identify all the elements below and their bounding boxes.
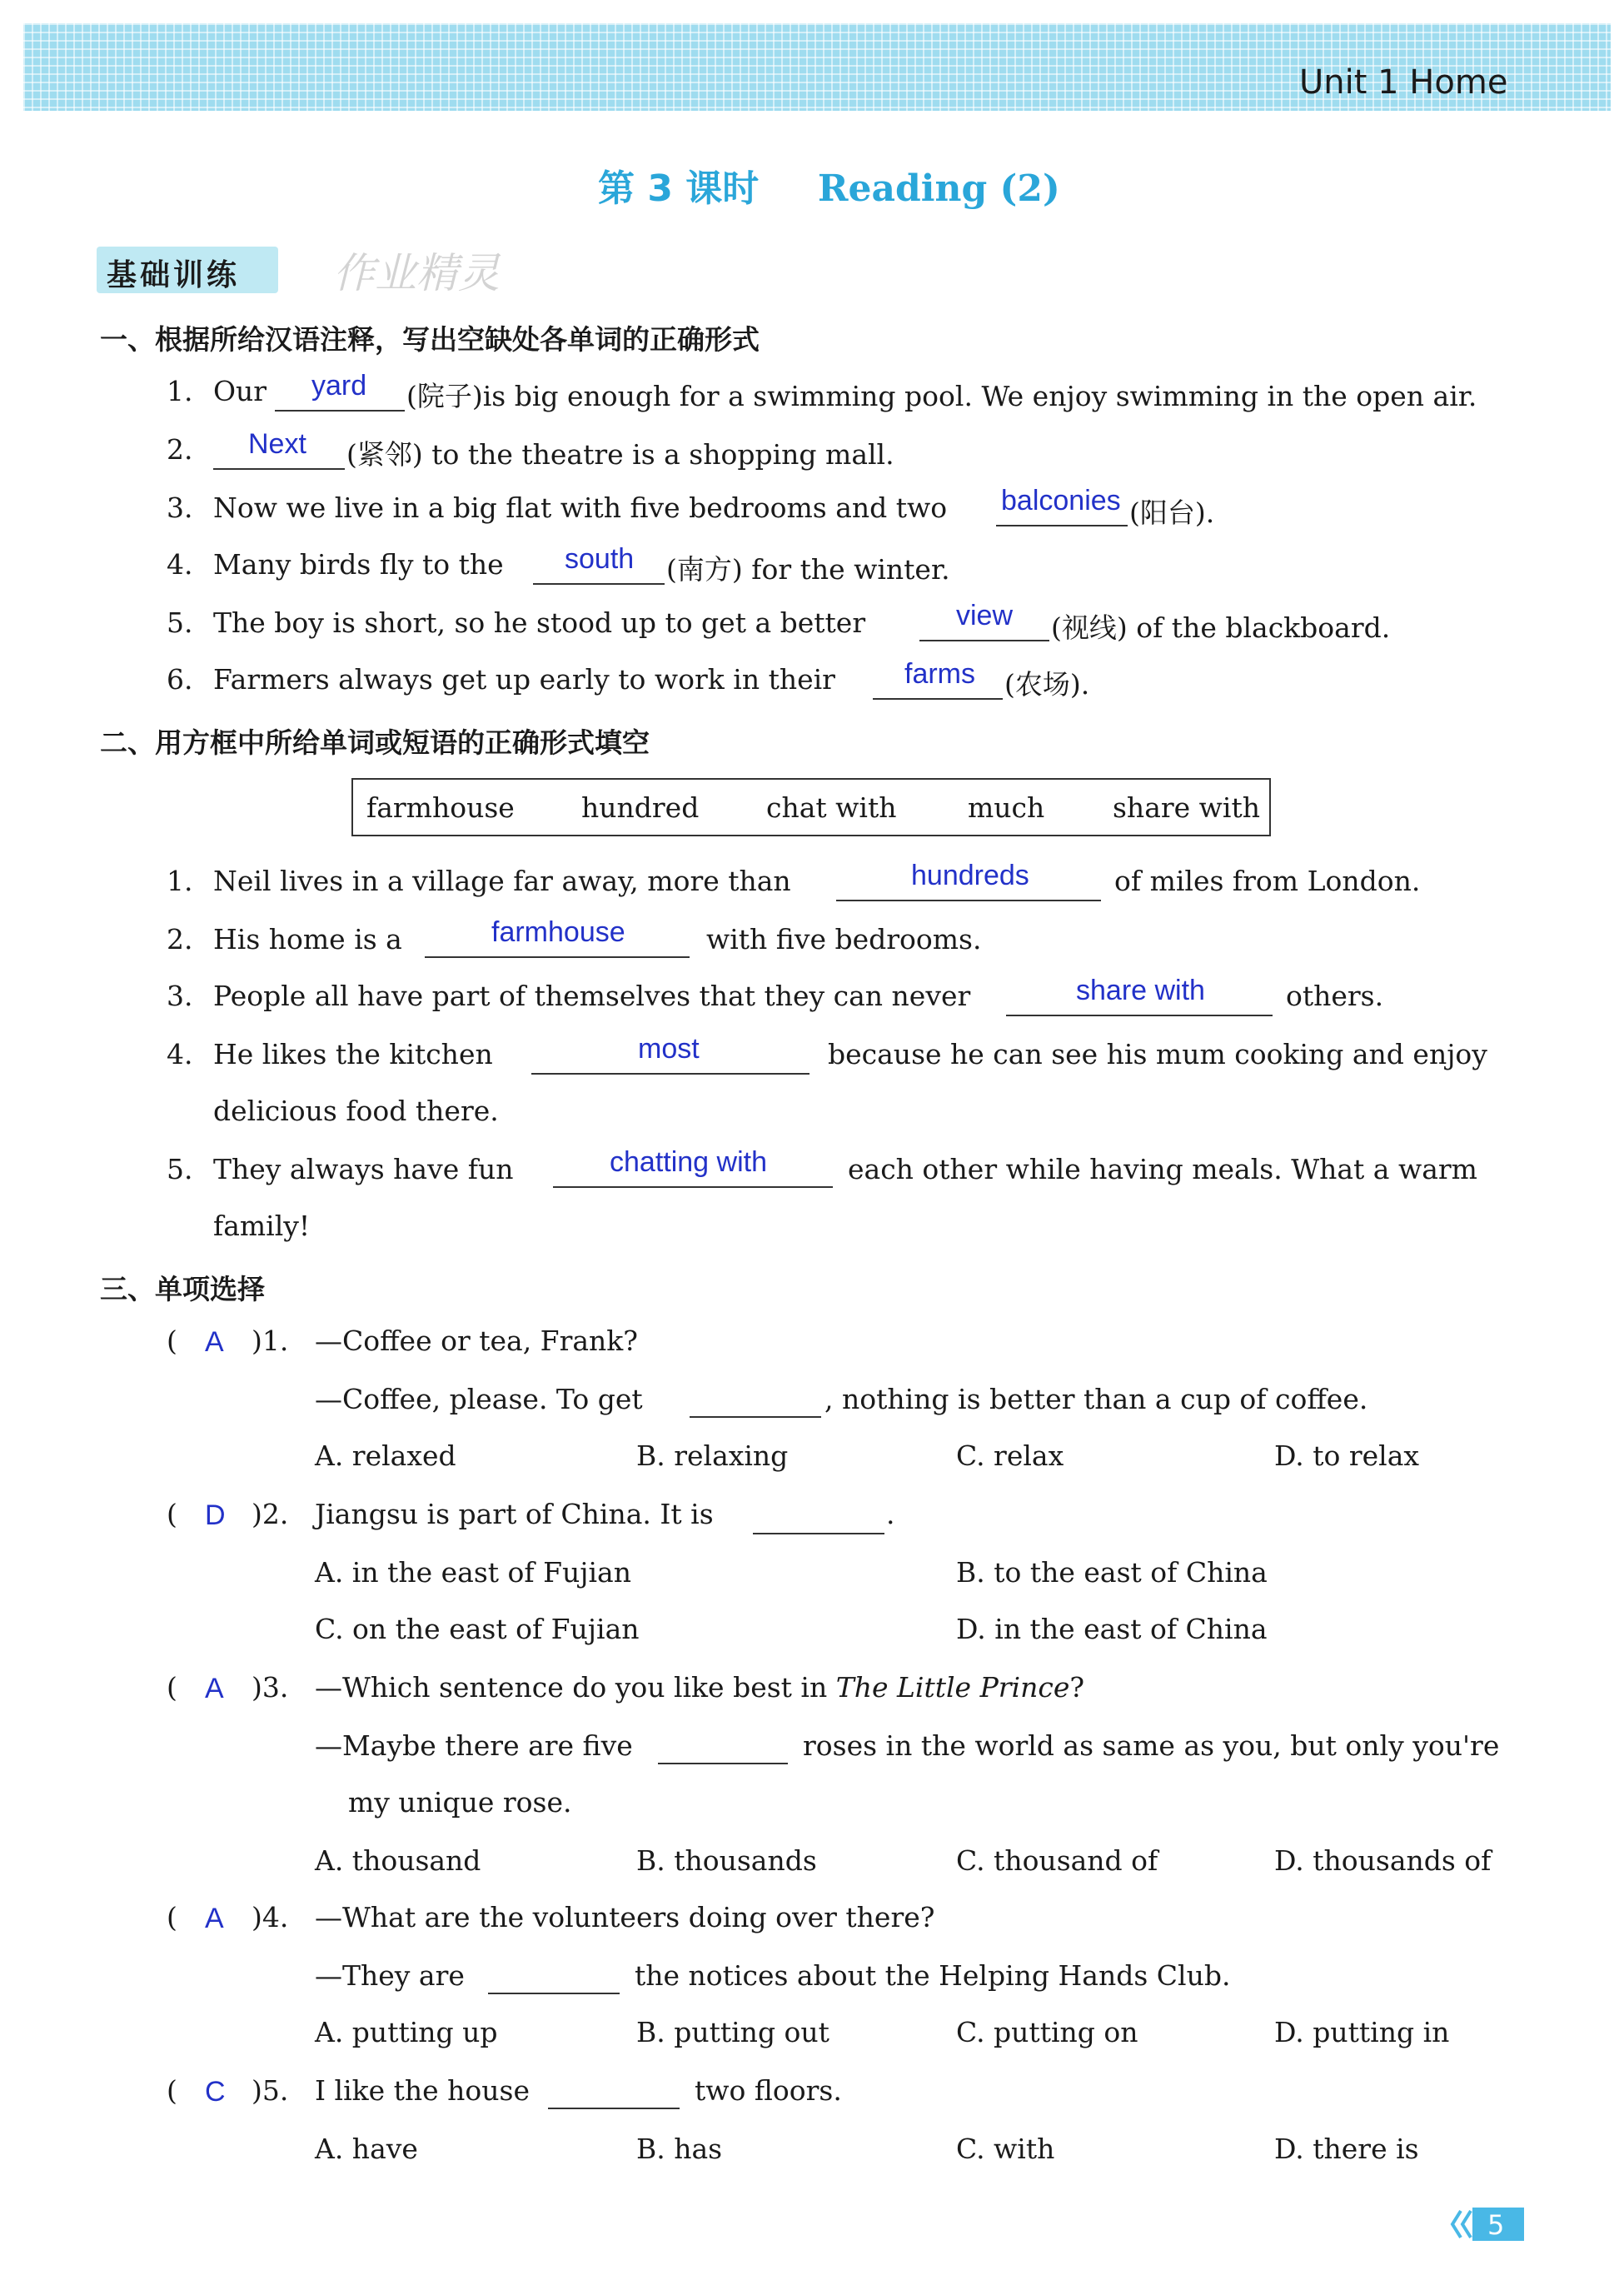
section2-title: 二、用方框中所给单词或短语的正确形式填空 <box>100 726 650 759</box>
s1-item-3-num: 3. <box>167 491 193 524</box>
s2-item-1-post: of miles from London. <box>1114 865 1421 897</box>
q1-answer: A <box>205 1326 224 1358</box>
q3-num: )3. <box>252 1671 289 1704</box>
q4-num: )4. <box>252 1901 289 1933</box>
q3-option-a: A. thousand <box>315 1844 481 1877</box>
q3-line2-pre: —Maybe there are five <box>315 1729 633 1762</box>
s1-item-3-blank <box>996 525 1128 526</box>
s2-item-4-pre: He likes the kitchen <box>213 1038 493 1070</box>
s1-item-4-num: 4. <box>167 548 193 581</box>
s1-item-6-num: 6. <box>167 663 193 696</box>
s2-item-2-blank <box>425 956 690 958</box>
s2-item-4-post: because he can see his mum cooking and enjoy <box>828 1038 1487 1070</box>
s1-item-5-answer: view <box>956 600 1014 631</box>
q5-answer: C <box>205 2076 226 2108</box>
q1-line2-post: , nothing is better than a cup of coffee. <box>824 1383 1368 1415</box>
section1-title: 一、根据所给汉语注释，写出空缺处各单词的正确形式 <box>100 323 760 356</box>
s1-item-1-blank <box>275 410 405 412</box>
s2-item-3-answer: share with <box>1076 975 1205 1006</box>
q1-paren: ( <box>167 1325 177 1357</box>
q3-answer: A <box>205 1673 224 1704</box>
q1-option-a: A. relaxed <box>315 1439 456 1472</box>
q4-line2-pre: —They are <box>315 1959 465 1992</box>
q1-line1: —Coffee or tea, Frank? <box>315 1325 638 1357</box>
s1-item-1-answer: yard <box>311 370 367 402</box>
s1-item-2-post: (紧邻) to the theatre is a shopping mall. <box>346 438 894 471</box>
q1-num: )1. <box>252 1325 289 1357</box>
s2-item-5-num: 5. <box>167 1153 193 1185</box>
q2-option-a: A. in the east of Fujian <box>315 1556 631 1589</box>
page-number: 5 <box>1487 2209 1505 2241</box>
s1-item-4-pre: Many birds fly to the <box>213 548 504 581</box>
s2-item-5-blank <box>553 1186 833 1188</box>
q3-line1-post: ? <box>1069 1671 1085 1704</box>
s1-item-1-pre: Our <box>213 375 267 407</box>
q2-option-d: D. in the east of China <box>956 1613 1268 1645</box>
q4-option-d: D. putting in <box>1274 2016 1450 2048</box>
lesson-title <box>598 158 1060 212</box>
s1-item-6-post: (农场). <box>1004 668 1090 701</box>
q2-option-b: B. to the east of China <box>956 1556 1268 1589</box>
q3-paren: ( <box>167 1671 177 1704</box>
q5-option-c: C. with <box>956 2133 1055 2165</box>
q3-line1 <box>315 1671 1084 1704</box>
s2-item-3-num: 3. <box>167 980 193 1012</box>
s1-item-5-num: 5. <box>167 606 193 639</box>
s2-item-5-answer: chatting with <box>610 1146 767 1178</box>
q4-answer: A <box>205 1903 224 1934</box>
s2-item-4-blank <box>531 1073 810 1075</box>
q1-line2-pre: —Coffee, please. To get <box>315 1383 643 1415</box>
word-box-item: farmhouse <box>366 791 515 824</box>
q5-blank <box>548 2108 680 2109</box>
s1-item-5-pre: The boy is short, so he stood up to get a better <box>213 606 866 639</box>
s1-item-2-num: 2. <box>167 433 193 466</box>
q2-answer: D <box>205 1499 226 1531</box>
q4-line2-post: the notices about the Helping Hands Club. <box>635 1959 1231 1992</box>
s1-item-6-blank <box>873 698 1003 700</box>
s1-item-2-answer: Next <box>248 428 306 460</box>
q5-num: )5. <box>252 2074 289 2107</box>
q4-option-b: B. putting out <box>636 2016 829 2048</box>
q3-line3: my unique rose. <box>348 1786 572 1819</box>
s1-item-5-blank <box>919 640 1049 641</box>
q1-option-b: B. relaxing <box>636 1439 789 1472</box>
s2-item-1-answer: hundreds <box>911 860 1029 891</box>
q3-line1-pre: —Which sentence do you like best in <box>315 1671 836 1704</box>
q5-paren: ( <box>167 2074 177 2107</box>
q4-line1: —What are the volunteers doing over there? <box>315 1901 935 1933</box>
lesson-tag-label: 基础训练 <box>107 258 241 292</box>
s1-item-3-post: (阳台). <box>1129 496 1215 529</box>
s2-item-3-pre: People all have part of themselves that they can never <box>213 980 971 1012</box>
s1-item-4-post: (南方) for the winter. <box>666 553 950 586</box>
s2-item-4-answer: most <box>638 1033 700 1065</box>
s2-item-2-post: with five bedrooms. <box>706 923 982 955</box>
q1-option-d: D. to relax <box>1274 1439 1420 1472</box>
word-box-item: chat with <box>766 791 897 824</box>
q3-option-d: D. thousands of <box>1274 1844 1492 1877</box>
s2-item-4-num: 4. <box>167 1038 193 1070</box>
s2-item-3-post: others. <box>1286 980 1384 1012</box>
s2-item-4-cont: delicious food there. <box>213 1095 499 1127</box>
watermark: 作业精灵 <box>333 249 500 297</box>
s1-item-1-num: 1. <box>167 375 193 407</box>
q1-option-c: C. relax <box>956 1439 1064 1472</box>
q4-blank <box>488 1993 620 1994</box>
q3-option-b: B. thousands <box>636 1844 817 1877</box>
s2-item-2-answer: farmhouse <box>491 916 625 948</box>
chevron-left-icon <box>1449 2208 1474 2241</box>
q2-num: )2. <box>252 1498 289 1530</box>
q4-paren: ( <box>167 1901 177 1933</box>
s1-item-3-pre: Now we live in a big flat with five bedrooms and two <box>213 491 948 524</box>
lesson-title-cn: 第 3 课时 <box>598 167 760 210</box>
s1-item-6-answer: farms <box>904 658 975 690</box>
s2-item-1-pre: Neil lives in a village far away, more than <box>213 865 791 897</box>
q2-line1-post: . <box>886 1498 895 1530</box>
s1-item-2-blank <box>213 468 345 470</box>
q5-line1-pre: I like the house <box>315 2074 531 2107</box>
s1-item-3-answer: balconies <box>1001 485 1121 516</box>
s2-item-5-post: each other while having meals. What a warm <box>848 1153 1477 1185</box>
q2-blank <box>753 1533 884 1534</box>
q4-option-c: C. putting on <box>956 2016 1138 2048</box>
unit-title: Unit 1 Home <box>1299 63 1508 102</box>
word-box-item: share with <box>1113 791 1260 824</box>
s1-item-6-pre: Farmers always get up early to work in their <box>213 663 835 696</box>
q2-option-c: C. on the east of Fujian <box>315 1613 640 1645</box>
q3-blank <box>658 1763 788 1764</box>
q4-option-a: A. putting up <box>315 2016 498 2048</box>
s1-item-1-post: (院子)is big enough for a swimming pool. We enjoy swimming in the open air. <box>406 380 1477 412</box>
q5-option-d: D. there is <box>1274 2133 1419 2165</box>
q2-paren: ( <box>167 1498 177 1530</box>
s2-item-2-pre: His home is a <box>213 923 402 955</box>
section3-title: 三、单项选择 <box>100 1273 265 1305</box>
q3-book-title: The Little Prince <box>835 1671 1070 1704</box>
lesson-title-en: Reading (2) <box>817 167 1060 210</box>
s2-item-5-cont: family! <box>213 1210 311 1242</box>
s1-item-5-post: (视线) of the blackboard. <box>1051 611 1391 644</box>
word-box-item: hundred <box>581 791 700 824</box>
q1-blank <box>690 1416 821 1418</box>
q5-option-a: A. have <box>315 2133 418 2165</box>
s2-item-3-blank <box>1006 1015 1273 1016</box>
s2-item-2-num: 2. <box>167 923 193 955</box>
q2-line1-pre: Jiangsu is part of China. It is <box>315 1498 714 1530</box>
s2-item-5-pre: They always have fun <box>213 1153 514 1185</box>
s2-item-1-blank <box>836 900 1101 901</box>
q3-option-c: C. thousand of <box>956 1844 1158 1877</box>
q5-line1-post: two floors. <box>695 2074 842 2107</box>
q3-line2-post: roses in the world as same as you, but only you're <box>803 1729 1500 1762</box>
word-box-item: much <box>968 791 1045 824</box>
s2-item-1-num: 1. <box>167 865 193 897</box>
q5-option-b: B. has <box>636 2133 723 2165</box>
s1-item-4-answer: south <box>565 543 635 575</box>
s1-item-4-blank <box>533 583 665 585</box>
